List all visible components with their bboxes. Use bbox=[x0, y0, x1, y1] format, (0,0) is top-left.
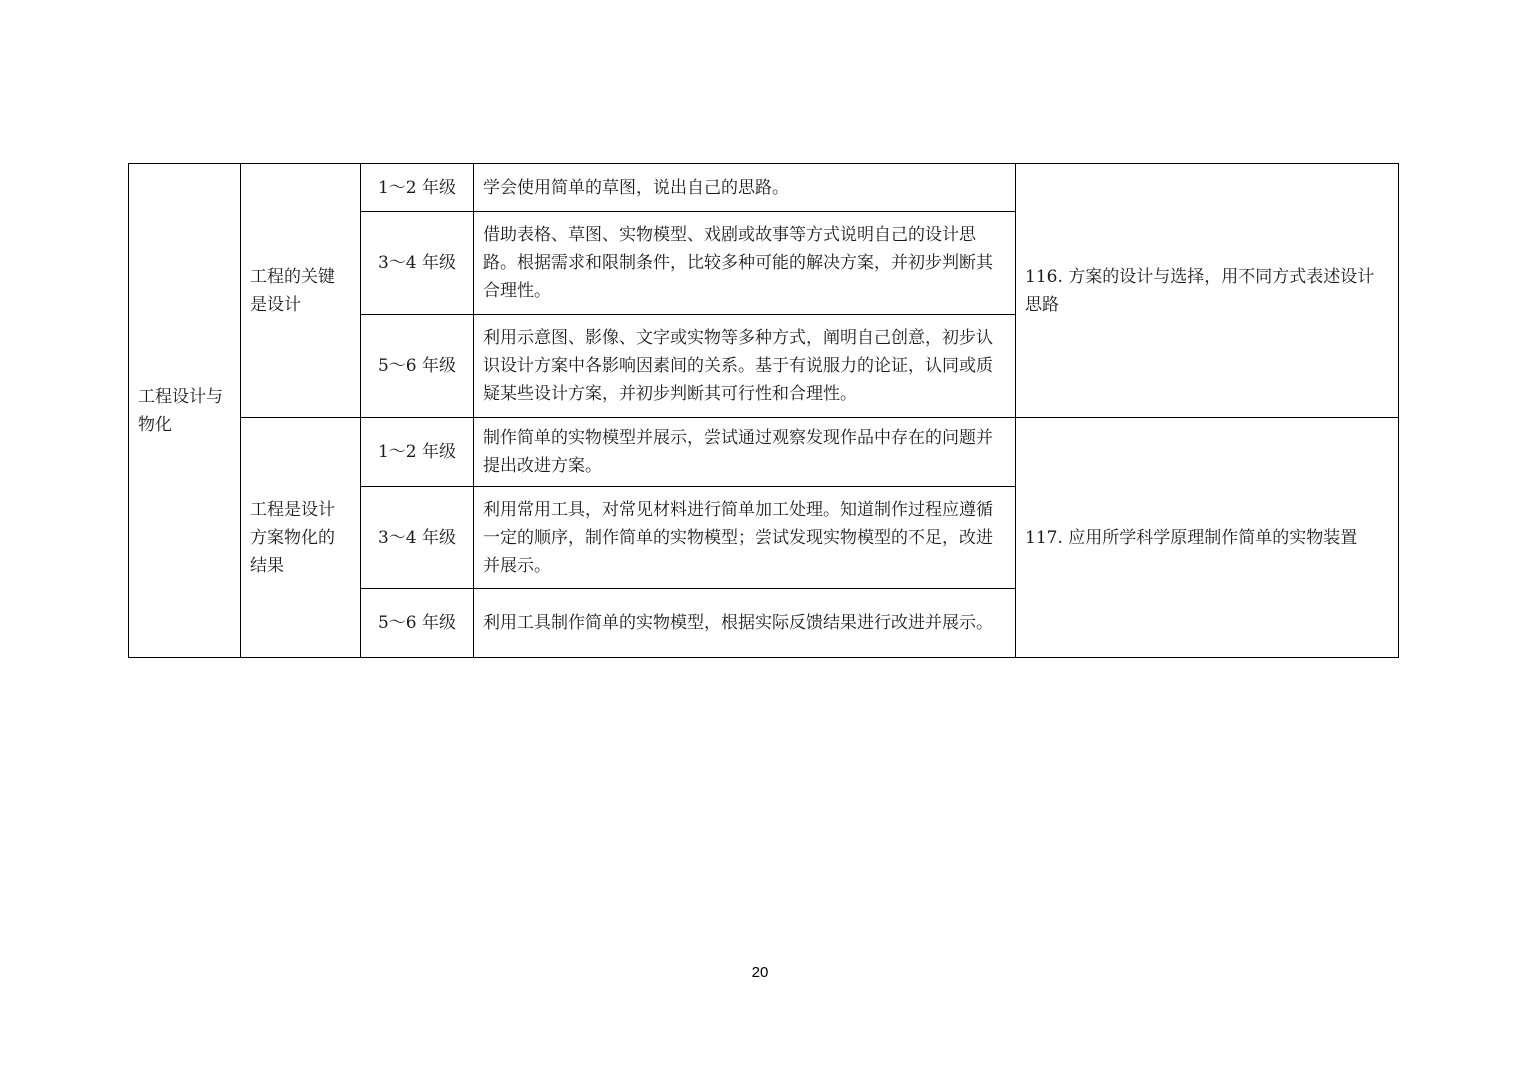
standard-cell: 116. 方案的设计与选择，用不同方式表述设计思路 bbox=[1016, 164, 1399, 418]
content-cell: 利用示意图、影像、文字或实物等多种方式，阐明自己创意，初步认识设计方案中各影响因素间的关系。基于有说服力的论证，认同或质疑某些设计方案，并初步判断其可行性和合理性。 bbox=[474, 315, 1016, 418]
standard-cell: 117. 应用所学科学原理制作简单的实物装置 bbox=[1016, 418, 1399, 658]
topic-cell: 工程的关键是设计 bbox=[241, 164, 361, 418]
grade-cell: 5～6 年级 bbox=[361, 589, 474, 658]
content-cell: 学会使用简单的草图，说出自己的思路。 bbox=[474, 164, 1016, 212]
topic-cell: 工程是设计方案物化的结果 bbox=[241, 418, 361, 658]
grade-cell: 1～2 年级 bbox=[361, 418, 474, 487]
grade-cell: 3～4 年级 bbox=[361, 212, 474, 315]
table-row bbox=[129, 418, 1399, 487]
standards-table bbox=[128, 163, 1399, 658]
content-cell: 制作简单的实物模型并展示，尝试通过观察发现作品中存在的问题并提出改进方案。 bbox=[474, 418, 1016, 487]
area-cell: 工程设计与物化 bbox=[129, 164, 241, 658]
content-cell: 利用工具制作简单的实物模型，根据实际反馈结果进行改进并展示。 bbox=[474, 589, 1016, 658]
grade-cell: 5～6 年级 bbox=[361, 315, 474, 418]
content-cell: 借助表格、草图、实物模型、戏剧或故事等方式说明自己的设计思路。根据需求和限制条件，比较多种可能的解决方案，并初步判断其合理性。 bbox=[474, 212, 1016, 315]
page-number: 20 bbox=[751, 964, 769, 981]
grade-cell: 1～2 年级 bbox=[361, 164, 474, 212]
table-row bbox=[129, 164, 1399, 212]
content-cell: 利用常用工具，对常见材料进行简单加工处理。知道制作过程应遵循一定的顺序，制作简单的实物模型；尝试发现实物模型的不足，改进并展示。 bbox=[474, 487, 1016, 589]
grade-cell: 3～4 年级 bbox=[361, 487, 474, 589]
